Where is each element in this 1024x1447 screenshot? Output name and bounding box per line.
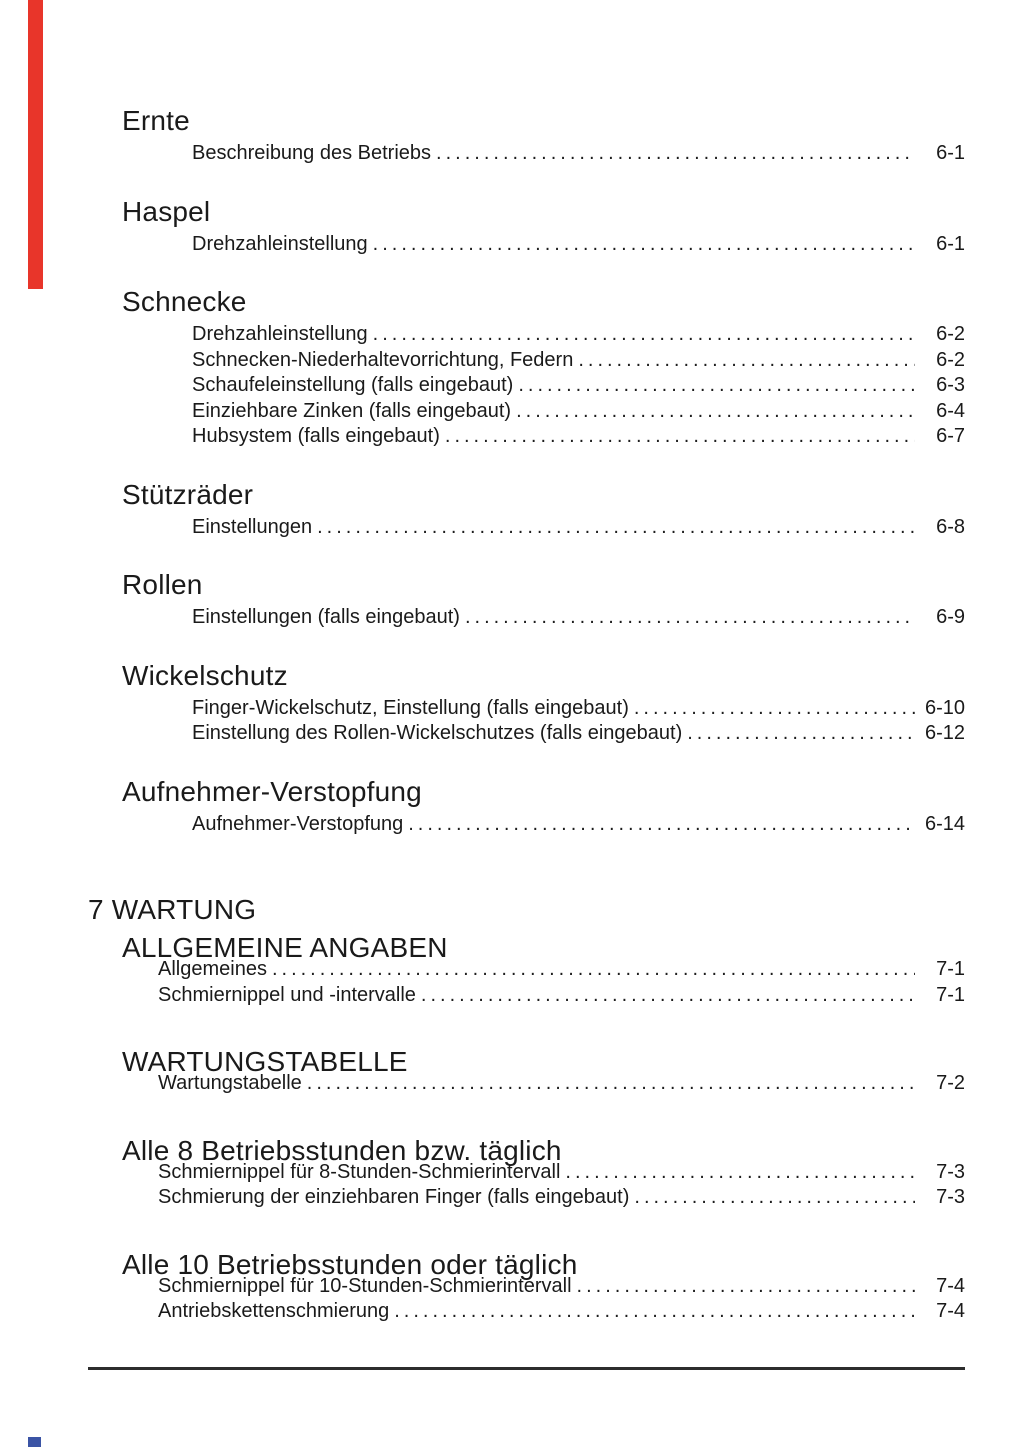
toc-entry (192, 812, 965, 838)
toc-entry-label: Drehzahleinstellung (192, 232, 368, 255)
toc-entry-page: 6-8 (936, 515, 965, 538)
toc-entry-page: 7-3 (936, 1160, 965, 1183)
toc-entry-page: 7-4 (936, 1274, 965, 1297)
dot-leader (436, 141, 915, 167)
toc-section-entries (192, 322, 965, 450)
toc-section (88, 567, 965, 631)
toc-entry-page: 6-1 (936, 232, 965, 255)
toc-section-entries (192, 812, 965, 838)
toc-section-heading: Aufnehmer-Verstopfung (122, 775, 422, 807)
toc-section (88, 194, 965, 258)
toc-section-entries (192, 515, 965, 541)
toc-section (88, 103, 965, 167)
toc-entry (158, 1071, 965, 1097)
dot-leader (687, 721, 915, 747)
dot-leader (421, 983, 915, 1009)
toc-entry-label: Schmiernippel für 8-Stunden-Schmierintervall (158, 1160, 561, 1183)
toc-entry-page: 7-4 (936, 1300, 965, 1322)
chapter-tab-marker (28, 0, 43, 289)
toc-entry-label: Schaufeleinstellung (falls eingebaut) (192, 374, 514, 396)
toc-entry (192, 399, 965, 425)
toc-entry-label: Finger-Wickelschutz, Einstellung (falls eingebaut) (192, 696, 629, 719)
print-registration-mark (28, 1437, 41, 1447)
toc-entry-label: Allgemeines (158, 958, 267, 980)
toc-section-heading: Ernte (122, 105, 190, 136)
dot-leader (516, 399, 915, 425)
toc-entry (158, 1274, 965, 1300)
toc-section (88, 1247, 965, 1325)
toc-entry-page: 6-4 (936, 399, 965, 422)
toc-entry-page: 6-14 (924, 812, 965, 835)
dot-leader (373, 232, 915, 258)
toc-entry-page: 6-1 (936, 142, 965, 164)
toc-entry-label: Schnecken-Niederhaltevorrichtung, Federn (192, 348, 574, 371)
chapter-heading: 7 WARTUNG (88, 894, 257, 925)
toc-section-heading: WARTUNGSTABELLE (122, 1046, 408, 1077)
dot-leader (565, 1160, 915, 1186)
dot-leader (634, 696, 915, 722)
dot-leader (317, 515, 915, 541)
toc-entry (192, 515, 965, 541)
toc-entry-page: 6-7 (936, 425, 965, 447)
dot-leader (373, 322, 915, 348)
dot-leader (577, 1274, 915, 1300)
toc-section-heading: Stützräder (122, 478, 254, 510)
toc-section (88, 1044, 965, 1097)
footer-divider (88, 1367, 965, 1370)
toc-section-heading: Alle 10 Betriebsstunden oder täglich (122, 1248, 578, 1280)
toc-section-heading: Wickelschutz (122, 659, 288, 691)
dot-leader (408, 812, 915, 838)
toc-entry-page: 7-1 (936, 958, 965, 980)
toc-entry-page: 6-10 (924, 696, 965, 719)
toc-entry-label: Schmiernippel und -intervalle (158, 983, 416, 1006)
dot-leader (445, 424, 915, 450)
toc-entry (158, 957, 965, 983)
toc-section (88, 774, 965, 838)
dot-leader (634, 1185, 915, 1211)
toc-section (88, 1133, 965, 1211)
toc-section (88, 930, 965, 1008)
toc-entry-label: Beschreibung des Betriebs (192, 142, 432, 164)
dot-leader (465, 605, 915, 631)
table-of-contents (88, 103, 965, 1325)
toc-entry (192, 348, 965, 374)
dot-leader (307, 1071, 915, 1097)
toc-entry-page: 7-3 (936, 1186, 965, 1208)
toc-section-entries (158, 1071, 965, 1097)
toc-section-heading: Rollen (122, 569, 203, 600)
toc-entry-label: Einstellungen (192, 515, 313, 538)
toc-entry (158, 1299, 965, 1325)
toc-section (88, 477, 965, 541)
toc-entry (158, 983, 965, 1009)
toc-entry-label: Drehzahleinstellung (192, 323, 368, 345)
toc-entry-label: Hubsystem (falls eingebaut) (192, 425, 440, 447)
toc-entry (192, 322, 965, 348)
toc-section (88, 284, 965, 450)
toc-entry-page: 7-2 (936, 1072, 965, 1094)
toc-entry-page: 6-9 (936, 606, 965, 628)
toc-section-entries (192, 605, 965, 631)
toc-section-heading: ALLGEMEINE ANGABEN (122, 932, 448, 963)
toc-entry-label: Schmiernippel für 10-Stunden-Schmierintervall (158, 1274, 572, 1297)
chapter-7-toc-group (88, 892, 965, 1325)
toc-entry-page: 6-12 (924, 722, 965, 744)
chapter-7-sections (88, 930, 965, 1325)
toc-entry (158, 1185, 965, 1211)
toc-section-entries (192, 141, 965, 167)
toc-section-entries (192, 232, 965, 258)
toc-entry-label: Einstellungen (falls eingebaut) (192, 606, 460, 628)
toc-entry-page: 6-2 (936, 323, 965, 345)
toc-entry-label: Antriebskettenschmierung (158, 1300, 390, 1322)
toc-section-heading: Haspel (122, 195, 211, 227)
toc-entry-label: Einstellung des Rollen-Wickelschutzes (falls eingebaut) (192, 722, 683, 744)
toc-entry (192, 424, 965, 450)
toc-section-heading: Schnecke (122, 286, 247, 317)
toc-entry (192, 696, 965, 722)
chapter-6-toc-group (88, 103, 965, 837)
toc-entry (192, 141, 965, 167)
dot-leader (518, 373, 915, 399)
toc-entry (192, 373, 965, 399)
toc-section (88, 658, 965, 747)
toc-section-entries (158, 1274, 965, 1325)
dot-leader (578, 348, 915, 374)
toc-entry-page: 6-3 (936, 374, 965, 396)
dot-leader (272, 957, 915, 983)
toc-entry-label: Schmierung der einziehbaren Finger (falls eingebaut) (158, 1186, 630, 1208)
toc-section-entries (158, 957, 965, 1008)
toc-entry (192, 605, 965, 631)
toc-entry-page: 6-2 (936, 348, 965, 371)
toc-section-heading: Alle 8 Betriebsstunden bzw. täglich (122, 1134, 562, 1166)
toc-entry-label: Aufnehmer-Verstopfung (192, 812, 404, 835)
toc-entry-page: 7-1 (936, 983, 965, 1006)
toc-entry-label: Einziehbare Zinken (falls eingebaut) (192, 399, 512, 422)
toc-entry (192, 721, 965, 747)
toc-entry (192, 232, 965, 258)
dot-leader (394, 1299, 915, 1325)
toc-section-entries (192, 696, 965, 747)
toc-entry-label: Wartungstabelle (158, 1072, 302, 1094)
